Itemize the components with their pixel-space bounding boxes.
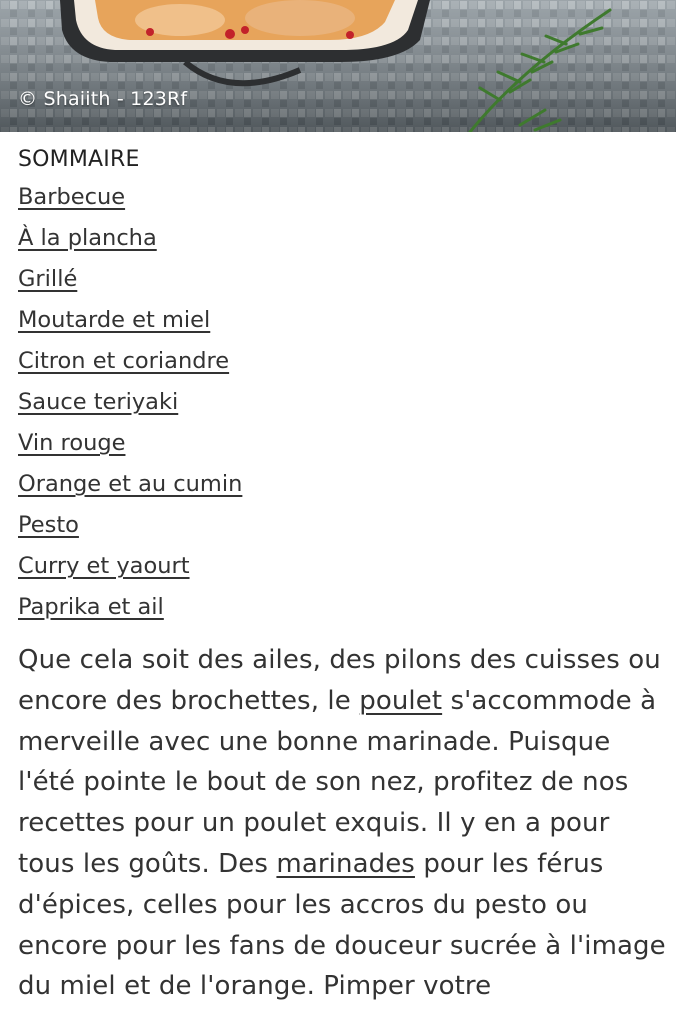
hero-image	[0, 0, 676, 132]
intro-text-3: pour les férus d'épices, celles pour les accros du pesto ou encore pour les fans de douceur sucrée à l'image du miel et de l'orange. Pimper votre	[18, 848, 666, 1002]
summary-list	[18, 182, 242, 633]
list-item	[18, 428, 242, 469]
summary-link-citron-coriandre[interactable]: Citron et coriandre	[18, 348, 230, 374]
summary-link-pesto[interactable]: Pesto	[18, 512, 79, 538]
summary-title: SOMMAIRE	[18, 147, 140, 172]
photo-credit: © Shaiith - 123Rf	[18, 88, 188, 110]
list-item	[18, 387, 242, 428]
summary-link-moutarde-miel[interactable]: Moutarde et miel	[18, 307, 211, 333]
summary-link-paprika-ail[interactable]: Paprika et ail	[18, 594, 164, 620]
intro-text-1: Que cela soit des ailes, des pilons des cuisses ou encore des brochettes, le	[18, 645, 661, 716]
list-item	[18, 223, 242, 264]
summary-link-plancha[interactable]: À la plancha	[18, 225, 157, 251]
list-item	[18, 182, 242, 223]
list-item	[18, 510, 242, 551]
summary-link-curry-yaourt[interactable]: Curry et yaourt	[18, 553, 190, 579]
poulet-link[interactable]: poulet	[359, 685, 443, 716]
list-item	[18, 346, 242, 387]
article-intro	[18, 640, 668, 1007]
list-item	[18, 264, 242, 305]
marinades-link[interactable]: marinades	[276, 848, 415, 879]
summary-link-barbecue[interactable]: Barbecue	[18, 184, 126, 210]
list-item	[18, 592, 242, 633]
summary-link-grille[interactable]: Grillé	[18, 266, 78, 292]
summary-link-teriyaki[interactable]: Sauce teriyaki	[18, 389, 179, 415]
list-item	[18, 551, 242, 592]
summary-link-orange-cumin[interactable]: Orange et au cumin	[18, 471, 243, 497]
intro-text-2: s'accommode à merveille avec une bonne marinade. Puisque l'été pointe le bout de son nez, profitez de nos recettes pour un poulet exquis. Il y en a pour tous les goûts. Des	[18, 685, 657, 879]
list-item	[18, 469, 242, 510]
list-item	[18, 305, 242, 346]
summary-link-vin-rouge[interactable]: Vin rouge	[18, 430, 126, 456]
hero-photo	[0, 0, 676, 132]
